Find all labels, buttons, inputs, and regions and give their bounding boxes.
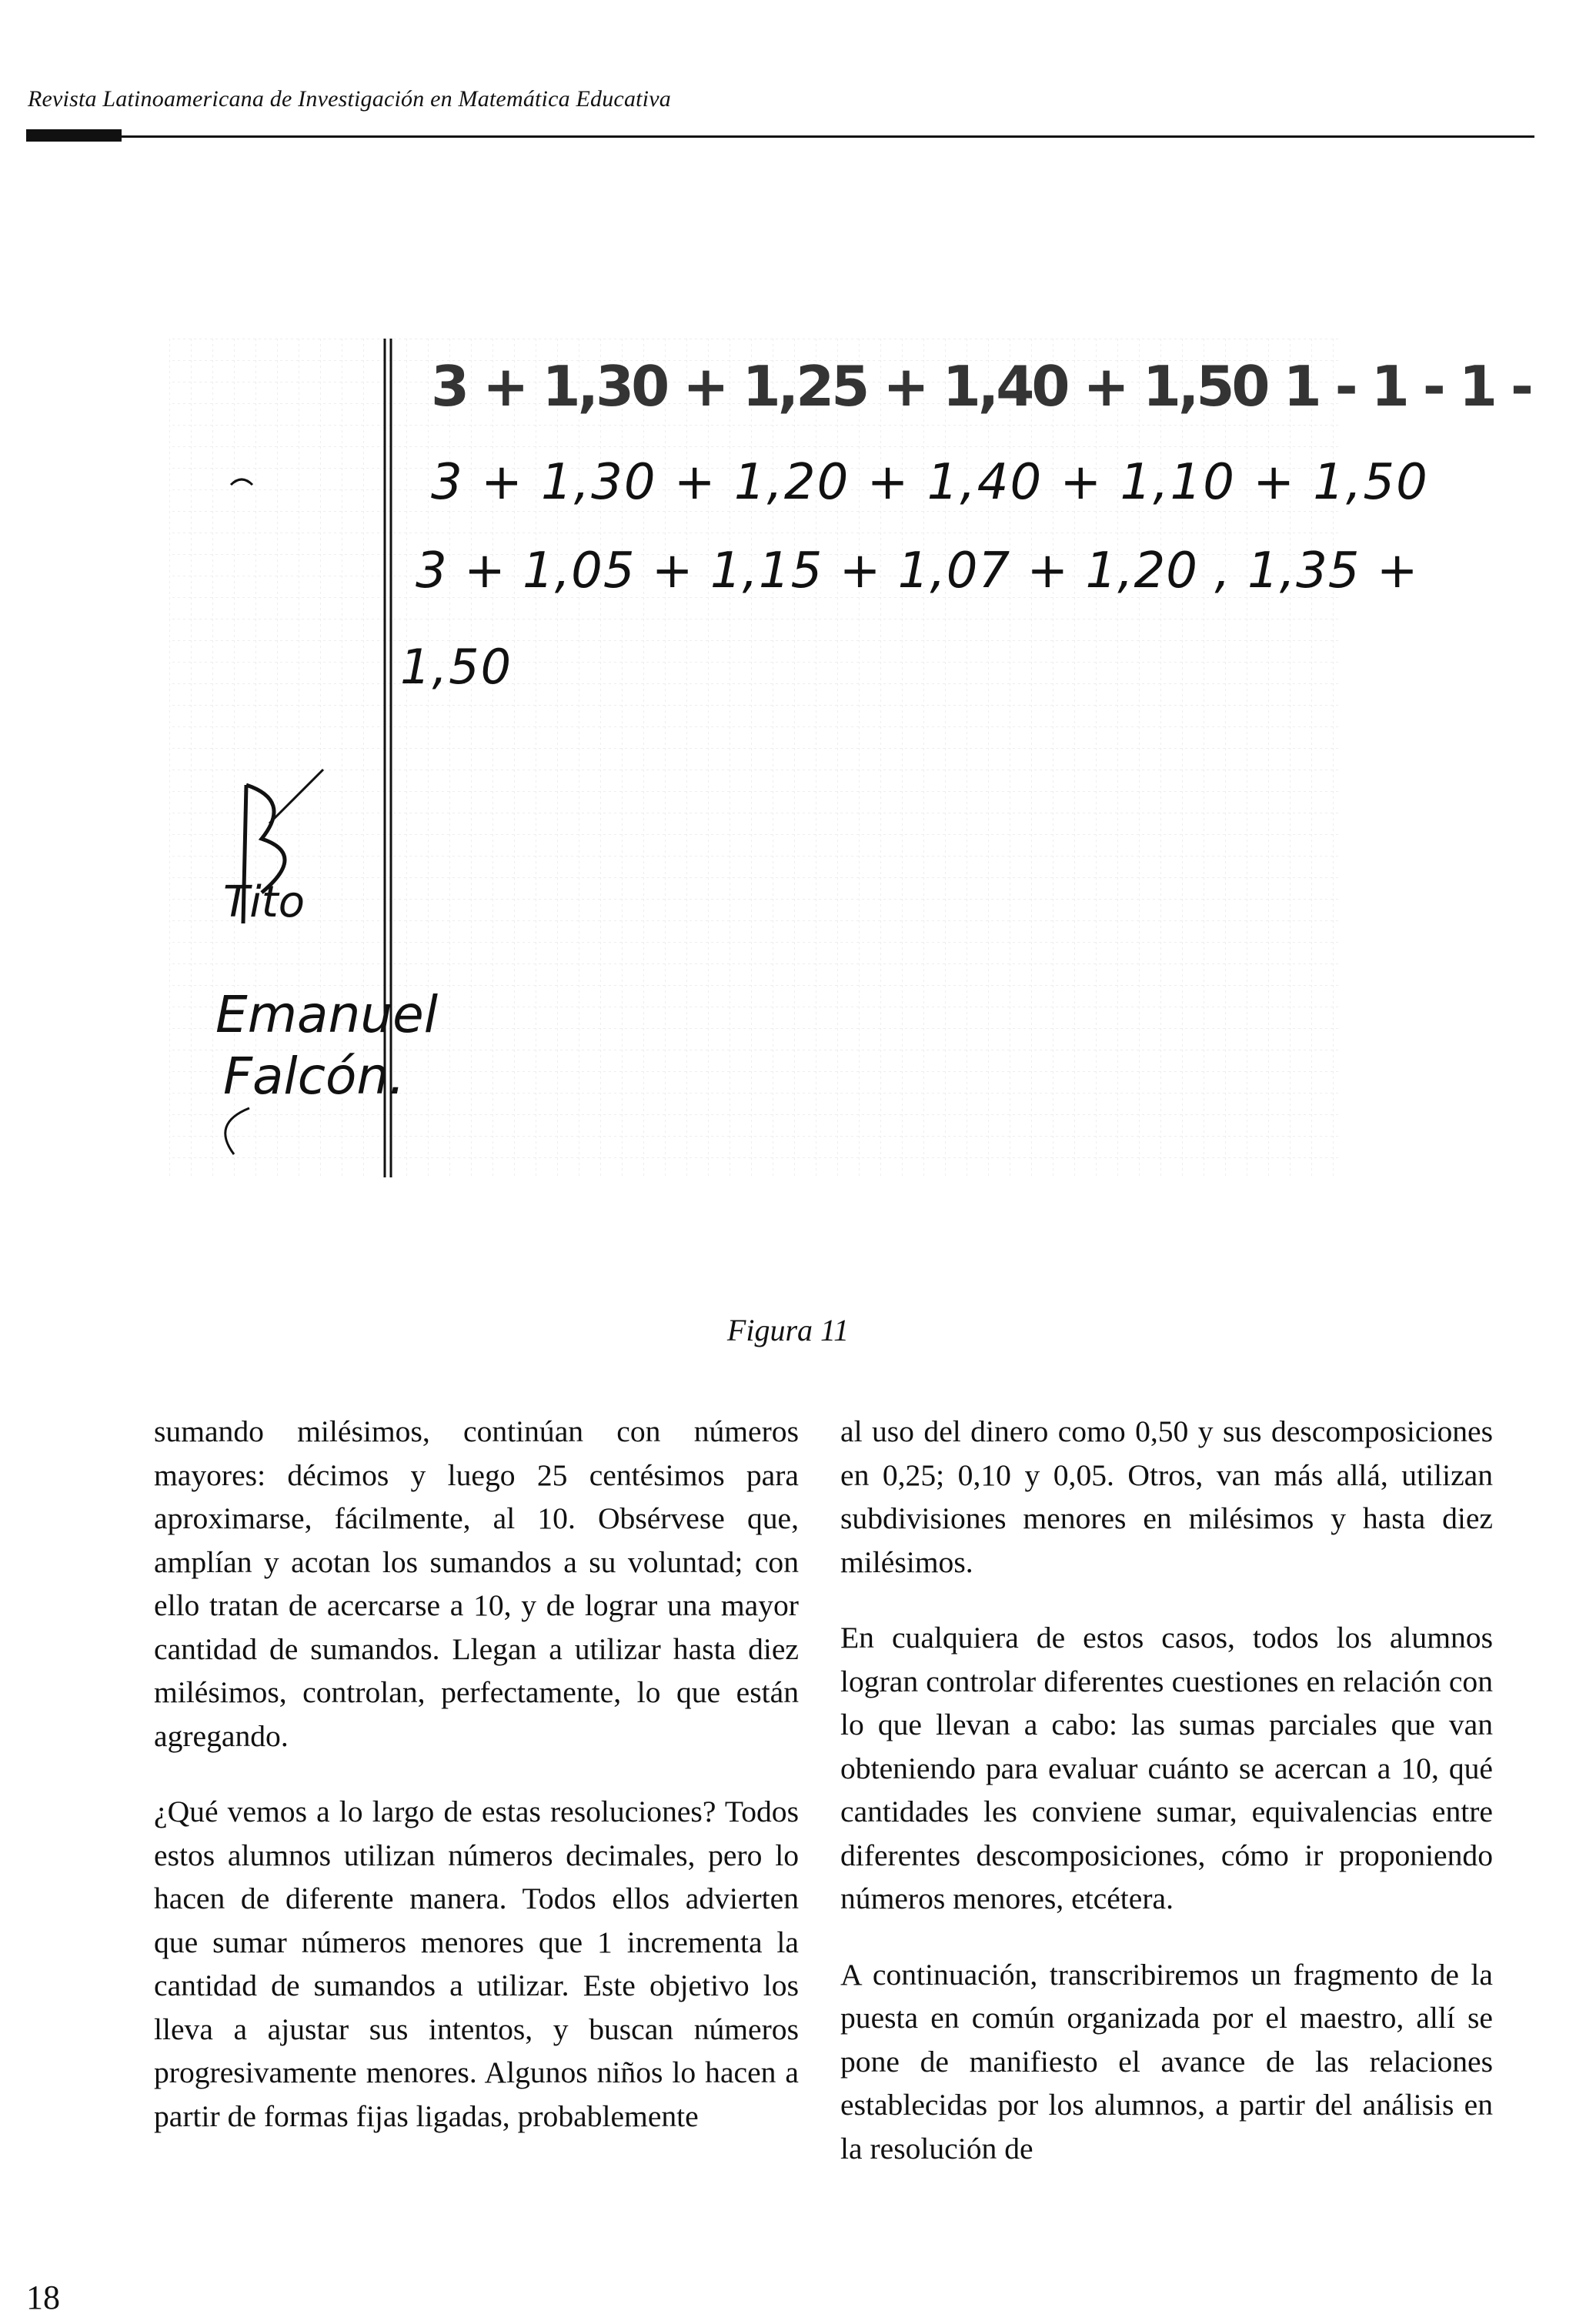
page-number: 18 <box>26 2279 60 2316</box>
header-rule <box>26 135 1534 138</box>
paragraph: al uso del dinero como 0,50 y sus descomposiciones en 0,25; 0,10 y 0,05. Otros, van más allá, utilizan subdivisiones menores en milésimos y hasta diez milésimos. <box>840 1414 1493 1579</box>
handwritten-line: 3 + 1,05 + 1,15 + 1,07 + 1,20 , 1,35 + <box>416 543 1419 599</box>
paragraph: A continuación, transcribiremos un fragmento de la puesta en común organizada por el maestro, allí se pone de manifiesto el avance de las relaciones establecidas por los alumnos, a partir del análisis en la resolución de <box>840 1957 1493 2165</box>
student-signature: Tito <box>223 877 305 927</box>
handwritten-line: 1,50 <box>400 639 513 695</box>
paragraph: En cualquiera de estos casos, todos los alumnos logran controlar diferentes cuestiones en relación con lo que llevan a cabo: las sumas parciales que van obteniendo para evaluar cuánto se acercan a 10, qué cantidades les conviene sumar, equivalencias entre diferentes descomposiciones, cómo ir proponiendo números menores, etcétera. <box>840 1621 1493 1915</box>
student-signature: Falcón. <box>223 1047 406 1106</box>
handwritten-line: 3 + 1,30 + 1,20 + 1,40 + 1,10 + 1,50 <box>431 454 1429 511</box>
figure-caption: Figura 11 <box>726 1313 850 1347</box>
left-column <box>154 1410 799 2170</box>
paragraph: sumando milésimos, continúan con números mayores: décimos y luego 25 centésimos para aproximarse, fácilmente, al 10. Obsérvese que, amplían y acotan los sumandos a su voluntad; con ello tratan de acercarse a 10, y de lograr una mayor cantidad de sumandos. Llegan a utilizar hasta diez milésimos, controlan, perfectamente, lo que están agregando. <box>154 1414 799 1753</box>
student-signature: Emanuel <box>215 985 439 1044</box>
figure-handwritten-sums <box>169 339 1531 1177</box>
handwritten-line: 3 + 1,30 + 1,25 + 1,40 + 1,50 1 - 1 - 1 - <box>431 354 1531 419</box>
paragraph: ¿Qué vemos a lo largo de estas resoluciones? Todos estos alumnos utilizan números decimales, pero lo hacen de diferente manera. Todos ellos advierten que sumar números menores que 1 incrementa la cantidad de sumandos a utilizar. Este objetivo los lleva a ajustar sus intentos, y buscan números progresivamente menores. Algunos niños lo hacen a partir de formas fijas ligadas, probablemente <box>154 1795 799 2133</box>
running-head: Revista Latinoamericana de Investigación en Matemática Educativa <box>28 86 671 112</box>
right-column <box>840 1410 1493 2202</box>
